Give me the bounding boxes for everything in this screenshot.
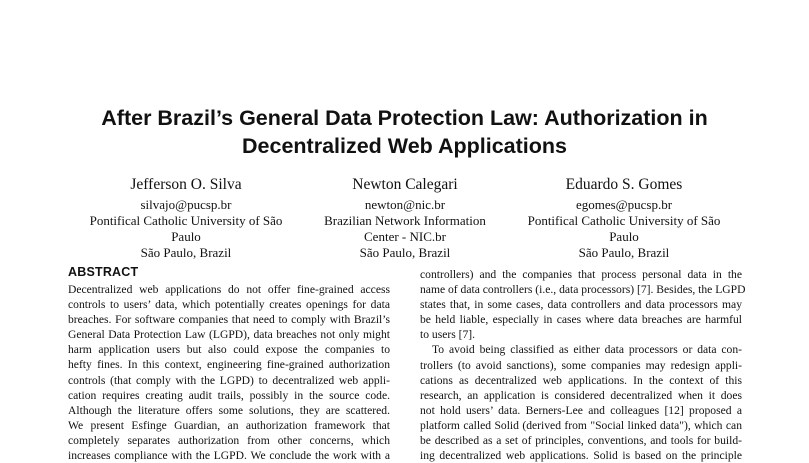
body-line: research, an application is considered decentralized when it does <box>420 388 742 402</box>
author-email: egomes@pucsp.br <box>575 197 673 212</box>
abstract-line: Decentralized web applications do not offer fine-grained access <box>68 283 390 296</box>
author-affiliation: Pontifical Catholic University of São <box>89 213 283 228</box>
author-location: São Paulo, Brazil <box>578 245 670 260</box>
body-line: name of data controllers (i.e., data processors) [7]. Besides, the LGPD <box>420 283 746 297</box>
author-email: newton@nic.br <box>364 197 446 212</box>
author-location: São Paulo, Brazil <box>359 245 451 260</box>
abstract-line: controls to users’ data, which potentially creates openings for data <box>68 298 390 312</box>
title-line-1: After Brazil’s General Data Protection Law: Authorization in <box>101 106 708 130</box>
author-affiliation: Paulo <box>609 229 639 244</box>
author-name: Jefferson O. Silva <box>130 176 242 193</box>
abstract-line: General Data Protection Law (LGPD), data breaches not only might <box>68 328 390 342</box>
body-line: ing decentralized web applications. Solid is based on the principle <box>420 449 742 463</box>
abstract-line: We present Esfinge Guardian, an authorization framework that <box>68 418 390 432</box>
body-line: be held liable, especially in cases where data breaches are harmful <box>420 313 742 327</box>
author-name: Newton Calegari <box>352 176 458 193</box>
abstract-line: hefty fines. In this context, engineering fine-grained authorization <box>68 358 390 372</box>
body-line: not hold users’ data. Berners-Lee and colleagues [12] proposed a <box>420 403 742 417</box>
abstract-line: cation requires creating audit trails, possibly in the source code. <box>68 388 390 402</box>
paper-title <box>40 104 769 160</box>
author-block-1 <box>66 175 306 261</box>
right-column <box>420 267 746 463</box>
abstract-line: breaches. For software companies that need to comply with Brazil’s <box>68 313 390 327</box>
body-line: states that, in some cases, data controllers and data processors may <box>420 298 742 312</box>
body-line: be described as a set of principles, conventions, and tools for build- <box>420 434 742 448</box>
author-affiliation: Pontifical Catholic University of São <box>527 213 721 228</box>
abstract-line: controls (that comply with the LGPD) to decentralized web appli- <box>68 373 390 387</box>
body-paragraph-2 <box>420 342 742 463</box>
body-line: To avoid being classified as either data processors or data con- <box>432 343 742 357</box>
abstract-line: harm application users but also could expose the companies to <box>68 343 390 357</box>
body-line: cations as decentralized web applications. In the context of this <box>420 373 742 387</box>
author-email: silvajo@pucsp.br <box>140 197 232 212</box>
author-affiliation: Center - NIC.br <box>364 229 446 244</box>
abstract-heading: ABSTRACT <box>68 265 139 279</box>
author-block-3 <box>504 175 744 261</box>
abstract-line: Although the literature offers some solutions, they are scattered. <box>68 403 390 417</box>
body-line: trollers (to avoid sanctions), some companies may redesign appli- <box>420 358 742 372</box>
author-block-2 <box>285 175 525 261</box>
body-paragraph-1 <box>420 267 746 342</box>
body-line: platform called Solid (derived from "Social linked data"), which can <box>420 418 742 432</box>
author-affiliation: Paulo <box>171 229 201 244</box>
abstract-body <box>68 282 390 463</box>
abstract-line: increases compliance with the LGPD. We conclude the work with a <box>68 449 390 463</box>
body-line: controllers) and the companies that process personal data in the <box>420 268 742 281</box>
author-location: São Paulo, Brazil <box>140 245 232 260</box>
author-name: Eduardo S. Gomes <box>565 176 683 193</box>
body-line: to users [7]. <box>420 328 476 342</box>
author-affiliation: Brazilian Network Information <box>324 213 486 228</box>
left-column <box>68 264 390 463</box>
abstract-line: completely separates authorization from other concerns, which <box>68 433 390 447</box>
title-line-2: Decentralized Web Applications <box>242 134 567 158</box>
